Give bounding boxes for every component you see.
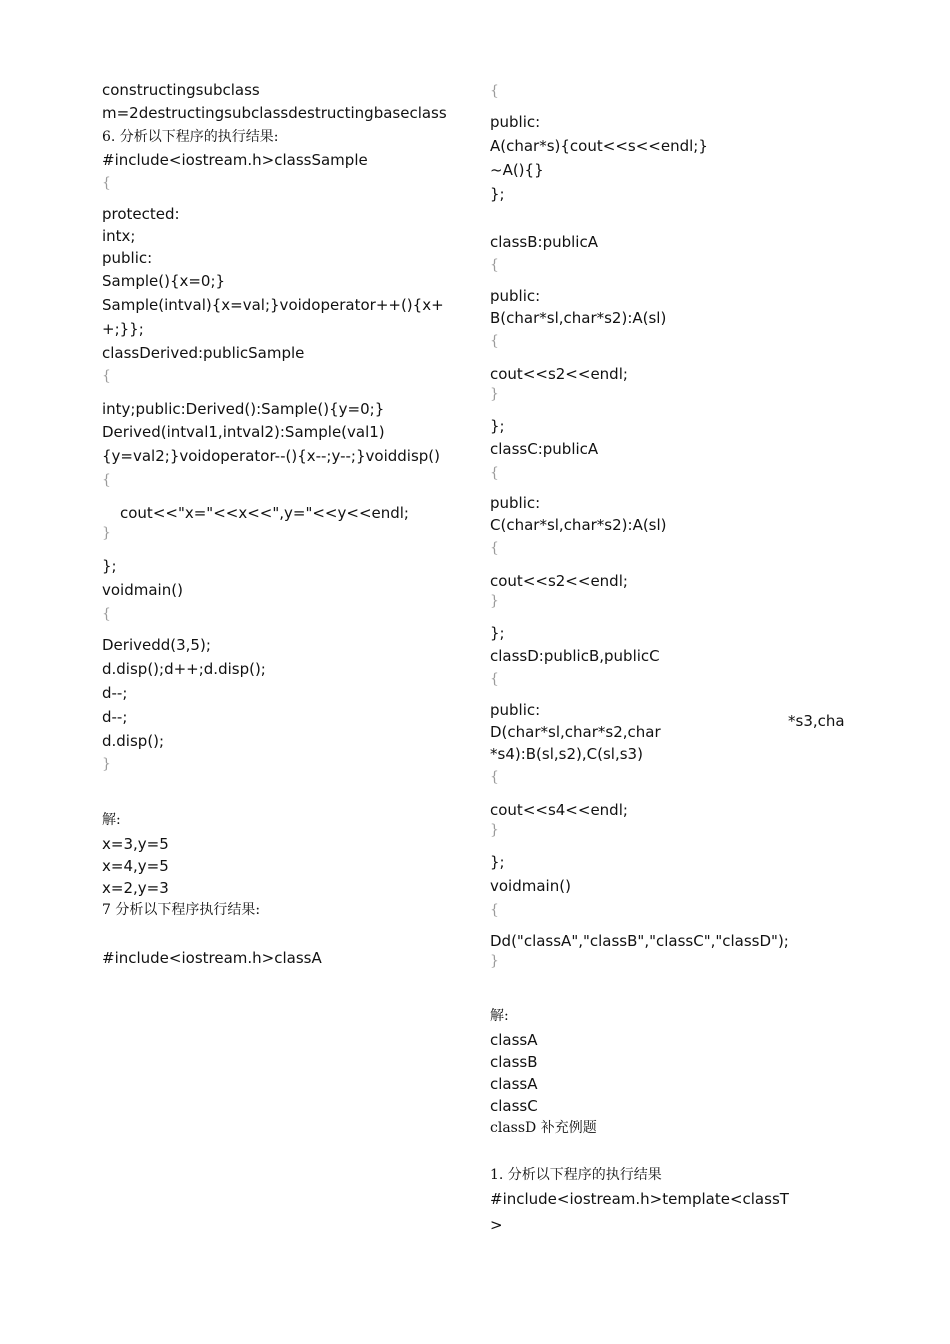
code-line: classB — [490, 1053, 538, 1071]
code-line: cout<<s2<<endl; — [490, 365, 628, 383]
code-line: classC:publicA — [490, 440, 599, 458]
code-line: constructingsubclass — [102, 81, 260, 99]
code-brace: { — [490, 902, 499, 918]
code-brace: { — [102, 175, 111, 191]
code-line: B(char*sl,char*s2):A(sl) — [490, 309, 667, 327]
text-line: 7 分析以下程序执行结果: — [102, 902, 261, 918]
floating-code-fragment: *s3,cha — [788, 712, 845, 730]
code-line: public: — [490, 287, 541, 305]
code-brace: { — [102, 472, 111, 488]
text-line: 6. 分析以下程序的执行结果: — [102, 129, 279, 145]
code-brace: } — [490, 822, 499, 838]
code-brace: { — [102, 368, 111, 384]
code-line: #include<iostream.h>classSample — [102, 151, 368, 169]
code-brace: { — [490, 257, 499, 273]
code-line: classA — [490, 1075, 538, 1093]
code-line: classA — [490, 1031, 538, 1049]
code-line: cout<<"x="<<x<<",y="<<y<<endl; — [120, 504, 409, 522]
code-line: Dd("classA","classB","classC","classD"); — [490, 932, 789, 950]
code-line: #include<iostream.h>template<classT — [490, 1190, 789, 1208]
code-brace: { — [102, 606, 111, 622]
code-line: protected: — [102, 205, 180, 223]
code-line: classD:publicB,publicC — [490, 647, 660, 665]
code-line: C(char*sl,char*s2):A(sl) — [490, 516, 667, 534]
code-brace: { — [490, 465, 499, 481]
code-line: Derivedd(3,5); — [102, 636, 211, 654]
code-line: public: — [102, 249, 153, 267]
code-line: classDerived:publicSample — [102, 344, 305, 362]
code-line: m=2destructingsubclassdestructingbaseclass — [102, 104, 447, 122]
code-line: inty;public:Derived():Sample(){y=0;} — [102, 400, 385, 418]
code-line: public: — [490, 701, 541, 719]
code-line: x=2,y=3 — [102, 879, 169, 897]
code-brace: } — [102, 525, 111, 541]
text-line: 1. 分析以下程序的执行结果 — [490, 1167, 662, 1183]
code-brace: { — [490, 671, 499, 687]
code-line: }; — [490, 417, 505, 435]
code-line: x=3,y=5 — [102, 835, 169, 853]
code-line: > — [490, 1216, 503, 1234]
code-line: *s4):B(sl,s2),C(sl,s3) — [490, 745, 643, 763]
code-brace: { — [490, 540, 499, 556]
code-brace: { — [490, 333, 499, 349]
code-brace: { — [490, 83, 499, 99]
code-line: d.disp();d++;d.disp(); — [102, 660, 266, 678]
code-brace: } — [490, 386, 499, 402]
code-line: x=4,y=5 — [102, 857, 169, 875]
code-brace: } — [490, 953, 499, 969]
code-line: Sample(intval){x=val;}voidoperator++(){x+ — [102, 296, 444, 314]
code-line: }; — [490, 624, 505, 642]
code-line: d.disp(); — [102, 732, 165, 750]
code-line: classC — [490, 1097, 538, 1115]
code-line: voidmain() — [490, 877, 571, 895]
code-line: Derived(intval1,intval2):Sample(val1) — [102, 423, 385, 441]
code-line: +;}}; — [102, 320, 144, 338]
code-line: ~A(){} — [490, 161, 544, 179]
code-line: {y=val2;}voidoperator--(){x--;y--;}voiddisp() — [102, 447, 440, 465]
code-line: classB:publicA — [490, 233, 598, 251]
code-line: A(char*s){cout<<s<<endl;} — [490, 137, 708, 155]
text-line: classD 补充例题 — [490, 1120, 597, 1136]
code-brace: } — [490, 593, 499, 609]
code-brace: } — [102, 756, 111, 772]
code-line: D(char*sl,char*s2,char — [490, 723, 661, 741]
code-line: d--; — [102, 684, 128, 702]
code-line: intx; — [102, 227, 136, 245]
code-line: }; — [490, 853, 505, 871]
text-line: 解: — [102, 812, 121, 828]
code-line: cout<<s2<<endl; — [490, 572, 628, 590]
code-line: public: — [490, 494, 541, 512]
code-line: voidmain() — [102, 581, 183, 599]
code-line: d--; — [102, 708, 128, 726]
code-line: }; — [102, 557, 117, 575]
code-line: }; — [490, 185, 505, 203]
code-line: cout<<s4<<endl; — [490, 801, 628, 819]
text-line: 解: — [490, 1008, 509, 1024]
code-line: Sample(){x=0;} — [102, 272, 226, 290]
code-line: #include<iostream.h>classA — [102, 949, 322, 967]
code-line: public: — [490, 113, 541, 131]
code-brace: { — [490, 769, 499, 785]
